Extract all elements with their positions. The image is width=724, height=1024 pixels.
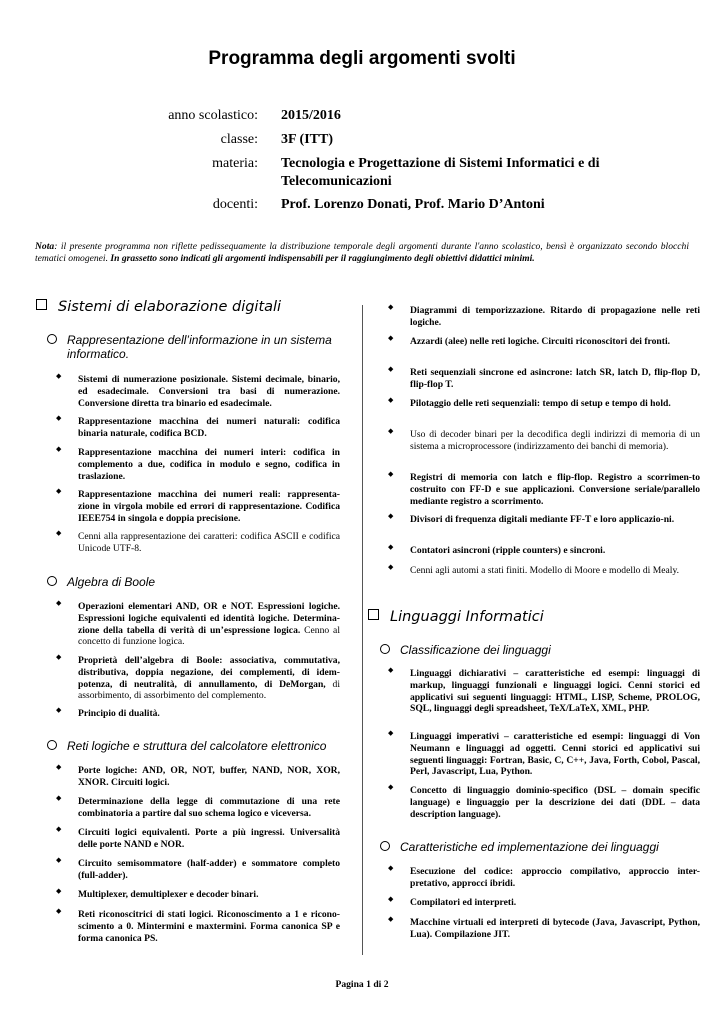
item-text: Contatori asincroni (ripple counters) e sincroni. [410, 545, 606, 556]
list-item [388, 666, 700, 715]
list-item [56, 487, 340, 524]
item-text: Linguaggi imperativi – caratteristiche ed esempi: linguaggi di Von Neumann e linguaggi ad oggetti. Cenni storici ed applicativi sui seguenti linguaggi: Fortran, Basic, C, C++, Java, Forth, Cobol, Pascal, Perl, Javascript, Lua, Python. [410, 731, 700, 778]
item-text-normal: di assorbimento, di assorbimento del complemento. [78, 678, 340, 702]
anno-label: anno scolastico: [168, 108, 258, 123]
diamond-bullet-icon: ◆ [388, 563, 394, 571]
list-item [56, 763, 340, 789]
diamond-bullet-icon: ◆ [56, 414, 62, 422]
item-text: Linguaggi dichiarativi – caratteristiche ed esempi: linguaggi di markup, linguaggi funzionali e linguaggi logici. Cenni storici ed applicativi sui seguenti linguaggi: HTML, LISP, Scheme, PROLOG, SQL, linguaggi degli spreadsheet, TeX/LaTeX, XML, PHP. [410, 668, 700, 715]
list-item [388, 563, 700, 577]
section-sistemi-digitali [36, 299, 281, 315]
list-item [56, 856, 340, 882]
item-text: Divisori di frequenza digitali mediante FF-T e loro applicazio-ni. [410, 514, 675, 525]
list-item [388, 396, 700, 410]
item-text: Cenni agli automi a stati finiti. Modello di Moore e modello di Mealy. [410, 565, 680, 576]
diamond-bullet-icon: ◆ [388, 543, 394, 551]
diamond-bullet-icon: ◆ [388, 365, 394, 373]
subsection-classificazione [400, 643, 700, 657]
item-text: Reti riconoscitrici di stati logici. Riconoscimento a 1 e ricono-scimento a 0. Mintermini e maxtermini. Forma canonica SP e forma canonica PS. [78, 909, 340, 944]
page-title: Programma degli argomenti svolti [208, 48, 516, 69]
diamond-bullet-icon: ◆ [56, 529, 62, 537]
item-text: Concetto di linguaggio dominio-specifico (DSL – domain specific language) e linguaggio per la descrizione dei dati (DDL – data description language). [410, 785, 700, 820]
circle-bullet-icon [47, 576, 57, 586]
list-item [388, 864, 700, 890]
item-text: Sistemi di numerazione posizionale. Sistemi decimale, binario, ed esadecimale. Conversioni tra basi di numerazione. Conversione diretta tra binario ed esadecimale. [78, 374, 340, 409]
diamond-bullet-icon: ◆ [388, 729, 394, 737]
list-item [56, 529, 340, 555]
list-item [56, 887, 340, 901]
list-item [388, 365, 700, 391]
item-text-normal: Cenno al concetto di funzione logica. [78, 624, 340, 648]
list-item [56, 445, 340, 482]
list-item [56, 414, 340, 440]
item-text: Registri di memoria con latch e flip-flop. Registro a scorrimen-to costruito con FF-D e sue applicazioni. Conversione seriale/parallelo mediante registro a scorrimento. [410, 472, 700, 507]
item-text: Pilotaggio delle reti sequenziali: tempo di setup e tempo di hold. [410, 398, 671, 409]
diamond-bullet-icon: ◆ [388, 396, 394, 404]
list-item [56, 706, 340, 720]
item-text: Diagrammi di temporizzazione. Ritardo di propagazione nelle reti logiche. [410, 305, 700, 328]
item-text: Rappresentazione macchina dei numeri reali: rappresenta-zione in virgola mobile ed errori di rappresentazione. Codifica IEEE754 in singola e doppia precisione. [78, 489, 340, 524]
diamond-bullet-icon: ◆ [56, 856, 62, 864]
list-item [388, 303, 700, 329]
subsection-title: Algebra di Boole [67, 575, 156, 589]
list-item [388, 334, 700, 348]
list-item [56, 794, 340, 820]
diamond-bullet-icon: ◆ [56, 445, 62, 453]
materia-value: Tecnologia e Progettazione di Sistemi Informatici e di Telecomunicazioni [281, 156, 600, 189]
list-item [388, 915, 700, 941]
list-item [388, 729, 700, 778]
subsection-title: Classificazione dei linguaggi [400, 643, 551, 657]
checkbox-bullet-icon [368, 609, 379, 620]
note-text: : il presente programma non riflette pedissequamente la distribuzione temporale degli argomenti durante l'anno scolastico, bensì è organizzato secondo blocchi tematici omogenei. [35, 241, 689, 264]
item-text: Determinazione della legge di commutazione di una rete combinatoria a partire dal suo schema logico e viceversa. [78, 796, 340, 819]
item-text: Principio di dualità. [78, 708, 160, 719]
list-item [388, 543, 700, 557]
diamond-bullet-icon: ◆ [388, 895, 394, 903]
circle-bullet-icon [380, 644, 390, 654]
diamond-bullet-icon: ◆ [56, 825, 62, 833]
diamond-bullet-icon: ◆ [56, 763, 62, 771]
item-text: Compilatori ed interpreti. [410, 897, 517, 908]
list-item [388, 783, 700, 820]
diamond-bullet-icon: ◆ [388, 512, 394, 520]
diamond-bullet-icon: ◆ [56, 907, 62, 915]
item-text: Circuiti logici equivalenti. Porte a più ingressi. Universalità delle porte NAND e NOR. [78, 827, 340, 850]
diamond-bullet-icon: ◆ [388, 915, 394, 923]
anno-value: 2015/2016 [281, 108, 341, 123]
item-text: Circuito semisommatore (half-adder) e sommatore completo (full-adder). [78, 858, 340, 881]
circle-bullet-icon [47, 740, 57, 750]
list-item [56, 825, 340, 851]
diamond-bullet-icon: ◆ [388, 303, 394, 311]
diamond-bullet-icon: ◆ [56, 372, 62, 380]
diamond-bullet-icon: ◆ [388, 470, 394, 478]
list-item [56, 907, 340, 944]
docenti-label: docenti: [212, 197, 258, 212]
list-item [388, 470, 700, 507]
diamond-bullet-icon: ◆ [388, 427, 394, 435]
section-title: Linguaggi Informatici [390, 609, 544, 625]
diamond-bullet-icon: ◆ [388, 666, 394, 674]
classe-label: classe: [220, 132, 258, 147]
item-text: Rappresentazione macchina dei numeri naturali: codifica binaria naturale, codifica BCD. [78, 416, 340, 439]
subsection-caratteristiche [400, 840, 700, 854]
subsection-title: Rappresentazione dell’informazione in un sistema informatico. [67, 333, 332, 361]
note [35, 241, 689, 265]
subsection-algebra-boole [67, 575, 357, 589]
item-text: Macchine virtuali ed interpreti di bytecode (Java, Javascript, Python, Lua). Compilazione JIT. [410, 917, 700, 940]
classe-value: 3F (ITT) [281, 132, 333, 147]
diamond-bullet-icon: ◆ [56, 487, 62, 495]
diamond-bullet-icon: ◆ [388, 783, 394, 791]
subsection-title: Caratteristiche ed implementazione dei linguaggi [400, 840, 659, 854]
section-linguaggi-informatici [368, 609, 544, 625]
circle-bullet-icon [47, 334, 57, 344]
item-text: Uso di decoder binari per la decodifica degli indirizzi di memoria di un sistema a microprocessore (indirizzamento dei banchi di memoria). [410, 429, 700, 452]
page-footer: Pagina 1 di 2 [335, 979, 389, 990]
list-item [56, 372, 340, 409]
list-item [388, 895, 700, 909]
docenti-value: Prof. Lorenzo Donati, Prof. Mario D’Antoni [281, 197, 545, 212]
circle-bullet-icon [380, 841, 390, 851]
checkbox-bullet-icon [36, 299, 47, 310]
diamond-bullet-icon: ◆ [56, 653, 62, 661]
item-text: Esecuzione del codice: approccio compilativo, approccio inter-pretativo, approcci ibridi. [410, 866, 700, 889]
diamond-bullet-icon: ◆ [56, 599, 62, 607]
subsection-reti-logiche [67, 739, 357, 753]
item-text: Rappresentazione macchina dei numeri interi: codifica in complemento a due, codifica in modulo e segno, codifica in traslazione. [78, 447, 340, 482]
item-text: Reti sequenziali sincrone ed asincrone: latch SR, latch D, flip-flop D, flip-flop T. [410, 367, 700, 390]
item-text: Porte logiche: AND, OR, NOT, buffer, NAND, NOR, XOR, XNOR. Circuiti logici. [78, 765, 340, 788]
diamond-bullet-icon: ◆ [388, 334, 394, 342]
note-bold-text: In grassetto sono indicati gli argomenti indispensabili per il raggiungimento degli obiettivi didattici minimi. [110, 252, 535, 264]
diamond-bullet-icon: ◆ [56, 706, 62, 714]
list-item [56, 599, 340, 648]
list-item [388, 427, 700, 453]
section-title: Sistemi di elaborazione digitali [58, 299, 282, 315]
item-text: Operazioni elementari AND, OR e NOT. Espressioni logiche. Espressioni logiche equivalenti ed identità logiche. Determina-zione della tabella di verità di un’espressione logica. [78, 601, 340, 636]
subsection-rappresentazione [67, 333, 357, 361]
item-text: Multiplexer, demultiplexer e decoder binari. [78, 889, 259, 900]
list-item [56, 653, 340, 702]
item-text: Proprietà dell’algebra di Boole: associativa, commutativa, distributiva, doppia negazione, dei complementi, di idem-potenza, di neutralità, di annullamento, di DeMorgan, [78, 655, 340, 690]
diamond-bullet-icon: ◆ [388, 864, 394, 872]
item-text: Azzardi (alee) nelle reti logiche. Circuiti riconoscitori dei fronti. [410, 336, 671, 347]
diamond-bullet-icon: ◆ [56, 887, 62, 895]
column-divider [362, 305, 363, 955]
diamond-bullet-icon: ◆ [56, 794, 62, 802]
item-text: Cenni alla rappresentazione dei caratteri: codifica ASCII e codifica Unicode UTF-8. [78, 531, 340, 554]
note-label: Nota [35, 241, 55, 252]
list-item [388, 512, 700, 526]
materia-label: materia: [212, 156, 258, 171]
subsection-title: Reti logiche e struttura del calcolatore elettronico [67, 739, 327, 753]
